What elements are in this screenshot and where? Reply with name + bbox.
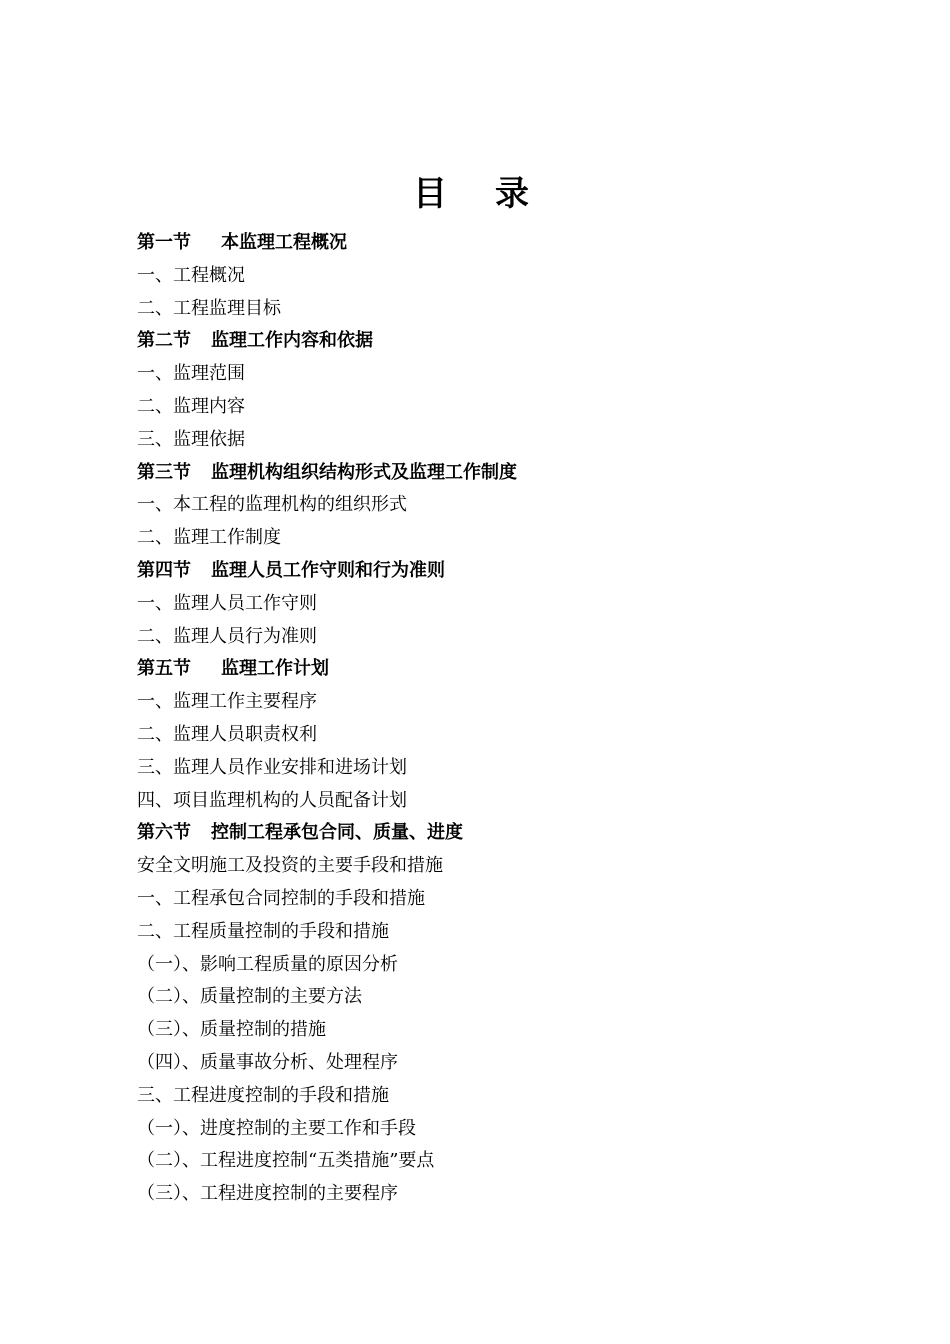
toc-item: 一、监理工作主要程序: [137, 691, 317, 713]
toc-item: （二）、工程进度控制“五类措施”要点: [137, 1150, 435, 1172]
toc-section-number: 第五节: [137, 658, 191, 680]
toc-item: 一、工程概况: [137, 264, 245, 286]
toc-item: 安全文明施工及投资的主要手段和措施: [137, 855, 443, 877]
toc-item: 二、工程质量控制的手段和措施: [137, 920, 389, 942]
toc-item: 二、监理工作制度: [137, 527, 281, 549]
toc-section-title: 监理人员工作守则和行为准则: [211, 559, 445, 581]
toc-item: 一、本工程的监理机构的组织形式: [137, 494, 407, 516]
toc-item: 二、监理人员职责权利: [137, 723, 317, 745]
toc-section-heading: [137, 555, 837, 588]
toc-item: 一、工程承包合同控制的手段和措施: [137, 887, 425, 909]
toc-section-heading: [137, 817, 837, 850]
toc-section-number: 第二节: [137, 330, 191, 352]
table-of-contents: [137, 227, 837, 1211]
toc-section-heading: [137, 457, 837, 490]
toc-item: 四、项目监理机构的人员配备计划: [137, 789, 407, 811]
toc-section-heading: [137, 653, 837, 686]
toc-item: （四）、质量事故分析、处理程序: [137, 1051, 398, 1073]
toc-item: （二）、质量控制的主要方法: [137, 986, 362, 1008]
toc-item: 二、监理内容: [137, 395, 245, 417]
toc-item: 三、监理人员作业安排和进场计划: [137, 756, 407, 778]
toc-item: 二、监理人员行为准则: [137, 625, 317, 647]
toc-section-title: 监理工作计划: [221, 658, 329, 680]
toc-item: 二、工程监理目标: [137, 297, 281, 319]
toc-section-number: 第六节: [137, 822, 191, 844]
toc-item: （三）、工程进度控制的主要程序: [137, 1183, 398, 1205]
toc-section-title: 本监理工程概况: [221, 232, 347, 253]
toc-item: （一）、影响工程质量的原因分析: [137, 953, 398, 975]
toc-item: 三、监理依据: [137, 428, 245, 450]
toc-section-title: 监理机构组织结构形式及监理工作制度: [211, 461, 517, 483]
toc-section-number: 第三节: [137, 461, 191, 483]
toc-item: 一、监理人员工作守则: [137, 592, 317, 614]
toc-item: （三）、质量控制的措施: [137, 1019, 326, 1041]
toc-section-title: 控制工程承包合同、质量、进度: [211, 822, 463, 844]
toc-section-number: 第四节: [137, 559, 191, 581]
toc-item: （一）、进度控制的主要工作和手段: [137, 1117, 416, 1139]
page-title: 目录: [413, 174, 577, 214]
toc-item: 三、工程进度控制的手段和措施: [137, 1084, 389, 1106]
toc-section-number: 第一节: [137, 232, 191, 253]
toc-section-title: 监理工作内容和依据: [211, 330, 373, 352]
toc-section-heading: [137, 325, 837, 358]
toc-section-heading: [137, 227, 837, 260]
toc-item: 一、监理范围: [137, 363, 245, 385]
